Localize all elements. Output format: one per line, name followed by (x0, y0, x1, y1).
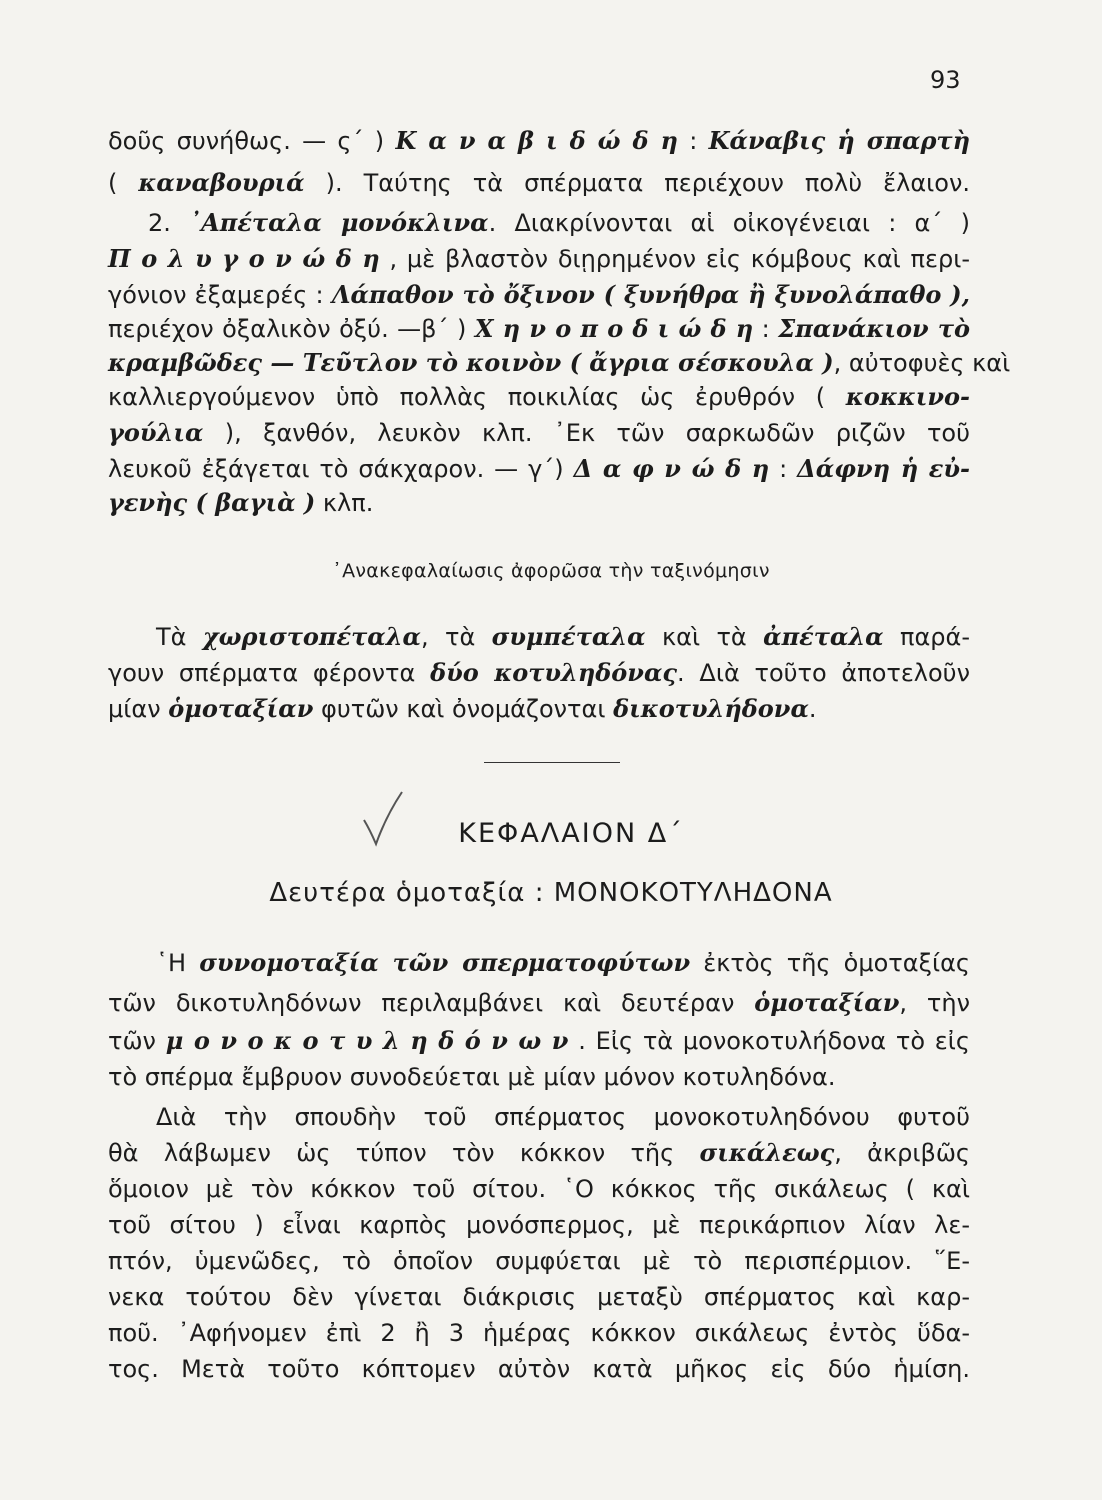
text-line: λευκοῦ ἐξάγεται τὸ σάκχαρον. — γ΄) Δ α φ ν ώ δ η : Δάφνη ἡ εὐ- (108, 454, 971, 483)
text-line: 2. ᾿Απέταλα μονόκλινα. Διακρίνονται αἱ οἰκογένειαι : α΄ ) (148, 208, 970, 237)
text-line: τῶν μ ο ν ο κ ο τ υ λ η δ ό ν ω ν . Εἰς τὰ μονοκοτυλήδονα τὸ εἰς (108, 1026, 970, 1055)
page-number: 93 (930, 66, 961, 94)
text-line: περιέχον ὀξαλικὸν ὀξύ. —β΄ ) Χ η ν ο π ο δ ι ώ δ η : Σπανάκιον τὸ (108, 314, 971, 343)
emphasis: Χ η ν ο π ο δ ι ώ δ η (474, 314, 754, 343)
emphasis: γενὴς ( βαγιὰ ) (108, 488, 316, 517)
emphasis: Π ο λ υ γ ο ν ώ δ η (108, 244, 380, 273)
emphasis: ὁμοταξίαν (754, 988, 900, 1017)
emphasis: κραμβῶδες — Τεῦτλον τὸ κοινὸν ( ἄγρια σέσκουλα ) (108, 348, 834, 377)
emphasis: μ ο ν ο κ ο τ υ λ η δ ό ν ω ν (165, 1026, 569, 1055)
text-line: τοῦ σίτου ) εἶναι καρπὸς μονόσπερμος, μὲ περικάρπιον λίαν λε- (108, 1211, 970, 1239)
text-line: γουν σπέρματα φέροντα δύο κοτυληδόνας. Διὰ τοῦτο ἀποτελοῦν (108, 658, 970, 687)
text-line: Τὰ χωριστοπέταλα, τὰ συμπέταλα καὶ τὰ ἀπέταλα παρά- (156, 622, 970, 651)
text-line: θὰ λάβωμεν ὡς τύπον τὸν κόκκον τῆς σικάλεως, ἀκριβῶς (108, 1138, 970, 1167)
emphasis: Δ α φ ν ώ δ η (573, 454, 770, 483)
emphasis: συνομοταξία τῶν σπερματοφύτων (199, 948, 691, 977)
emphasis: ᾿Απέταλα μονόκλινα (189, 208, 489, 237)
summary-heading: ᾿Ανακεφαλαίωσις ἀφορῶσα τὴν ταξινόμησιν (332, 560, 770, 582)
text-line: ποῦ. ᾿Αφήνομεν ἐπὶ 2 ἢ 3 ἡμέρας κόκκον σικάλεως ἐντὸς ὕδα- (108, 1319, 970, 1347)
emphasis: γούλια (108, 418, 204, 447)
emphasis: χωριστοπέταλα (202, 622, 421, 651)
text-line: γούλια ), ξανθόν, λευκὸν κλπ. ᾿Εκ τῶν σαρκωδῶν ριζῶν τοῦ (108, 418, 970, 447)
text-line: κραμβῶδες — Τεῦτλον τὸ κοινὸν ( ἄγρια σέσκουλα ), αὐτοφυὲς καὶ (108, 348, 1011, 377)
text-line: μίαν ὁμοταξίαν φυτῶν καὶ ὀνομάζονται δικοτυλήδονα. (108, 694, 817, 723)
text-line: ὅμοιον μὲ τὸν κόκκον τοῦ σίτου. ῾Ο κόκκος τῆς σικάλεως ( καὶ (108, 1175, 970, 1203)
emphasis: Κάναβις ἡ σπαρτὴ (708, 126, 971, 155)
text-line: γόνιον ἐξαμερές : Λάπαθον τὸ ὄξινον ( ξυνήθρα ἢ ξυνολάπαθο ), (108, 280, 971, 309)
text-line: τῶν δικοτυληδόνων περιλαμβάνει καὶ δευτέραν ὁμοταξίαν, τὴν (108, 988, 971, 1017)
text-line: τὸ σπέρμα ἔμβρυον συνοδεύεται μὲ μίαν μόνον κοτυληδόνα. (108, 1063, 836, 1091)
chapter-title: ΚΕΦΑΛΑΙΟΝ Δ΄ (458, 818, 684, 849)
emphasis: κοκκινο- (845, 382, 970, 411)
emphasis: ὁμοταξίαν (168, 694, 314, 723)
text-line: ( καναβουριά ). Ταύτης τὰ σπέρματα περιέχουν πολὺ ἔλαιον. (108, 168, 970, 197)
text-line: πτόν, ὑμενῶδες, τὸ ὁποῖον συμφύεται μὲ τὸ περισπέρμιον. ῞Ε- (108, 1247, 970, 1275)
emphasis: ἀπέταλα (763, 622, 884, 651)
text-line: νεκα τούτου δὲν γίνεται διάκρισις μεταξὺ σπέρματος καὶ καρ- (108, 1283, 970, 1311)
text-line: Διὰ τὴν σπουδὴν τοῦ σπέρματος μονοκοτυληδόνου φυτοῦ (156, 1103, 970, 1131)
section-divider (484, 762, 620, 763)
emphasis: συμπέταλα (491, 622, 646, 651)
text-line: τος. Μετὰ τοῦτο κόπτομεν αὐτὸν κατὰ μῆκος εἰς δύο ἡμίση. (108, 1355, 970, 1383)
emphasis: καναβουριά (138, 168, 305, 197)
emphasis: Δάφνη ἡ εὐ- (797, 454, 971, 483)
emphasis: δικοτυλήδονα (613, 694, 809, 723)
text-line: καλλιεργούμενον ὑπὸ πολλὰς ποικιλίας ὡς ἐρυθρόν ( κοκκινο- (108, 382, 970, 411)
chapter-subtitle: Δευτέρα ὁμοταξία : ΜΟΝΟΚΟΤΥΛΗΔΟΝΑ (269, 878, 833, 908)
text-line: ῾Η συνομοταξία τῶν σπερματοφύτων ἐκτὸς τῆς ὁμοταξίας (156, 948, 970, 977)
emphasis: Κ α ν α β ι δ ώ δ η (395, 126, 678, 155)
emphasis: Λάπαθον τὸ ὄξινον ( ξυνήθρα ἢ ξυνολάπαθο ), (331, 280, 971, 309)
text-line: δοῦς συνήθως. — ς΄ ) Κ α ν α β ι δ ώ δ η : Κάναβις ἡ σπαρτὴ (108, 126, 971, 155)
emphasis: Σπανάκιον τὸ (778, 314, 971, 343)
emphasis: δύο κοτυληδόνας (430, 658, 678, 687)
emphasis: σικάλεως (699, 1138, 835, 1167)
text-line: γενὴς ( βαγιὰ ) κλπ. (108, 488, 374, 517)
text-line: Π ο λ υ γ ο ν ώ δ η , μὲ βλαστὸν διῃρημένον εἰς κόμβους καὶ περι- (108, 244, 970, 273)
